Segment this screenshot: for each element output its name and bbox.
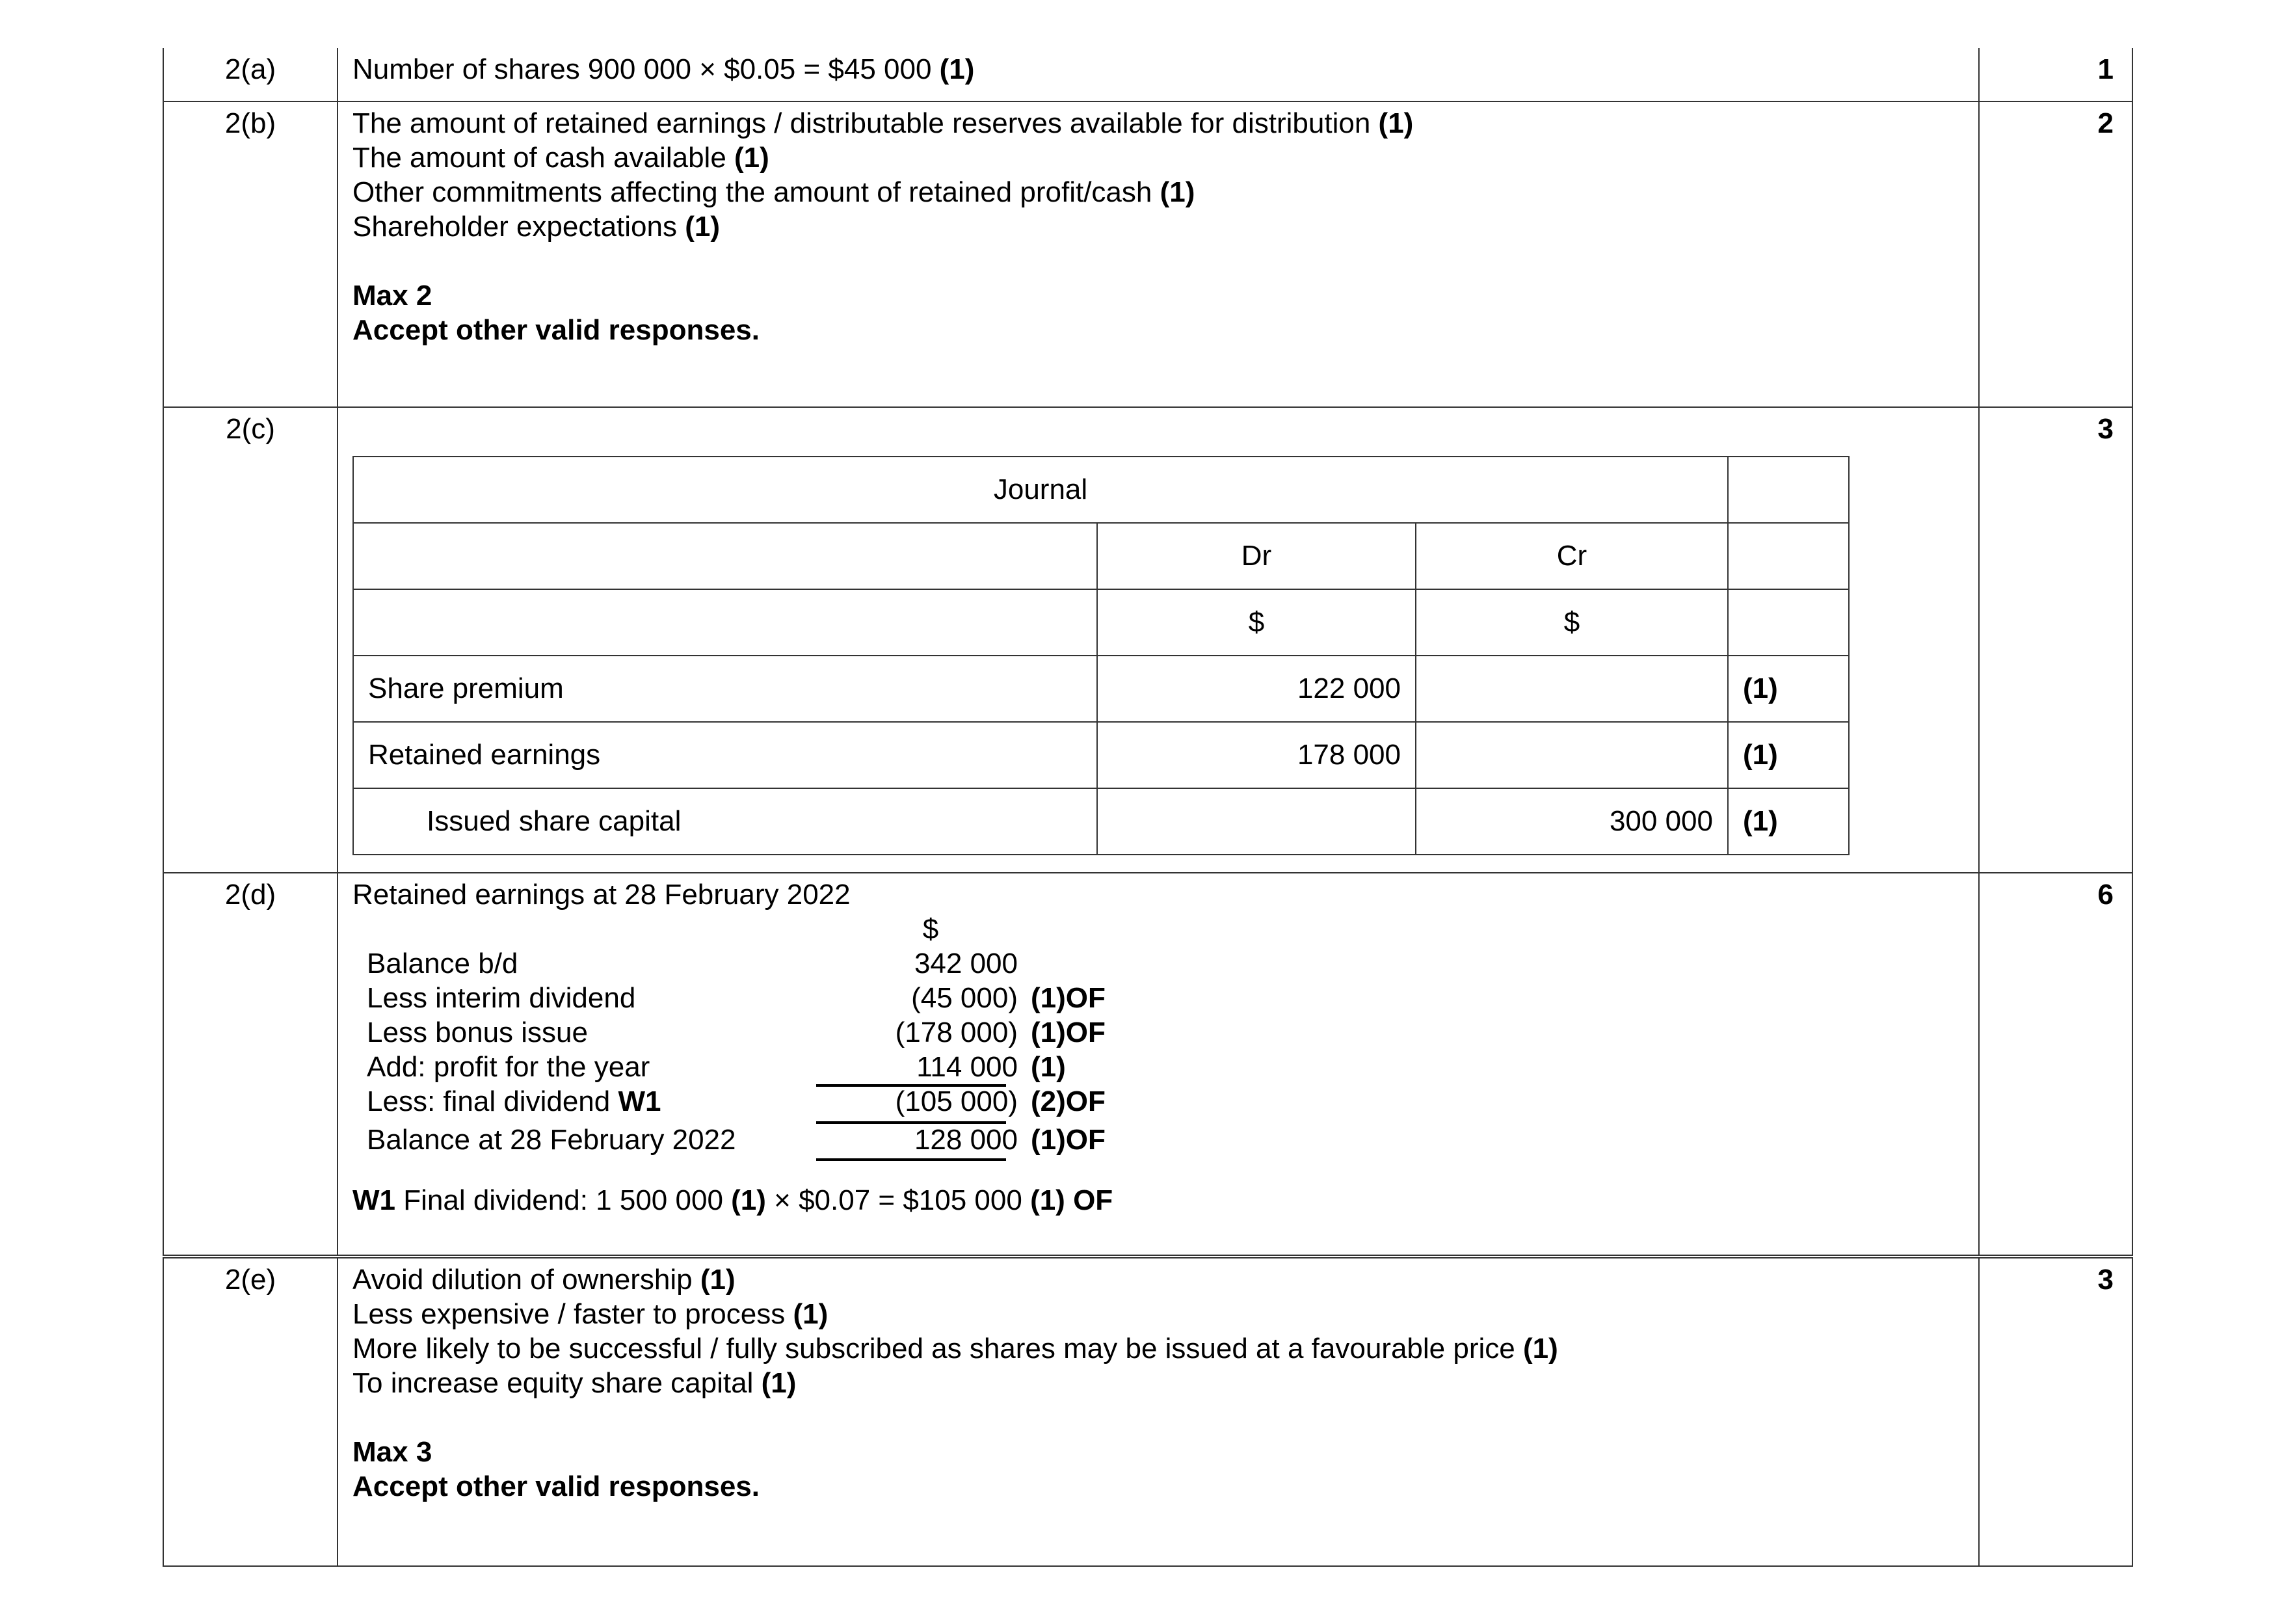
question-row-2a bbox=[163, 48, 2132, 101]
mark-scheme-table bbox=[163, 48, 2133, 1567]
journal-account: Retained earnings bbox=[353, 722, 1097, 788]
answer-cell bbox=[338, 1257, 1979, 1566]
answer-line: More likely to be successful / fully subscribed as shares may be issued at a favourable price (1) bbox=[352, 1333, 1558, 1364]
debit-unit: $ bbox=[1097, 589, 1416, 656]
credit-header: Cr bbox=[1416, 523, 1728, 589]
statement-heading: Retained earnings at 28 February 2022 bbox=[352, 879, 851, 911]
question-number: 2(e) bbox=[163, 1257, 338, 1566]
journal-row bbox=[353, 722, 1849, 788]
unit-label: $ bbox=[922, 913, 939, 945]
journal-credit bbox=[1416, 722, 1728, 788]
journal-credit: 300 000 bbox=[1416, 788, 1728, 855]
journal-account: Share premium bbox=[353, 656, 1097, 722]
mark-scheme bbox=[163, 48, 2133, 1567]
answer-cell bbox=[338, 101, 1979, 407]
credit-unit: $ bbox=[1416, 589, 1728, 656]
journal-title-row bbox=[353, 457, 1849, 523]
journal-account: Issued share capital bbox=[353, 788, 1097, 855]
question-number: 2(c) bbox=[163, 407, 338, 873]
max-marks-note: Max 3 bbox=[352, 1436, 432, 1468]
marks-cell: 3 bbox=[1979, 1257, 2132, 1566]
question-number: 2(a) bbox=[163, 48, 338, 101]
accept-note: Accept other valid responses. bbox=[352, 314, 760, 346]
question-row-2c bbox=[163, 407, 2132, 873]
answer-line: The amount of retained earnings / distributable reserves available for distribution (1) bbox=[352, 107, 1414, 139]
question-number: 2(d) bbox=[163, 873, 338, 1257]
mark-award: (1) bbox=[1728, 788, 1849, 855]
answer-line: Other commitments affecting the amount of retained profit/cash (1) bbox=[352, 176, 1195, 208]
marks-cell: 6 bbox=[1979, 873, 2132, 1257]
answer-line: Less expensive / faster to process (1) bbox=[352, 1298, 829, 1330]
accept-note: Accept other valid responses. bbox=[352, 1471, 760, 1502]
max-marks-note: Max 2 bbox=[352, 280, 432, 312]
retained-earnings-statement: Retained earnings at 28 February 2022 $ Balance b/d 342 000 Less interim dividend (45 000) (1)OF Less bonus issue (178 000) (1)OF Add: profit for the year 114 000 (1) Less: final dividend W1 (105 000) (2)OF Balance at 28 February 2022 128 000 (1)OF bbox=[338, 877, 1978, 1151]
answer-line: Shareholder expectations (1) bbox=[352, 211, 721, 243]
mark-award: (1) bbox=[1728, 722, 1849, 788]
answer-cell bbox=[338, 407, 1979, 873]
question-row-2d bbox=[163, 873, 2132, 1257]
answer-cell bbox=[338, 48, 1979, 101]
mark-award: (1) bbox=[939, 53, 975, 85]
journal-credit bbox=[1416, 656, 1728, 722]
journal-debit: 122 000 bbox=[1097, 656, 1416, 722]
answer-line: Number of shares 900 000 × $0.05 = $45 000 (1) bbox=[352, 53, 975, 85]
marks-cell: 1 bbox=[1979, 48, 2132, 101]
working-note: W1 Final dividend: 1 500 000 (1) × $0.07 = $105 000 (1) OF bbox=[352, 1184, 1113, 1216]
journal-row bbox=[353, 788, 1849, 855]
answer-line: To increase equity share capital (1) bbox=[352, 1367, 797, 1399]
journal-unit-row bbox=[353, 589, 1849, 656]
answer-line: Avoid dilution of ownership (1) bbox=[352, 1264, 736, 1296]
question-number: 2(b) bbox=[163, 101, 338, 407]
journal-row bbox=[353, 656, 1849, 722]
mark-award: (1) bbox=[1728, 656, 1849, 722]
question-row-2e bbox=[163, 1257, 2132, 1566]
journal-debit: 178 000 bbox=[1097, 722, 1416, 788]
journal-title: Journal bbox=[353, 457, 1728, 523]
journal-header-row bbox=[353, 523, 1849, 589]
marks-cell: 2 bbox=[1979, 101, 2132, 407]
question-row-2b bbox=[163, 101, 2132, 407]
marks-cell: 3 bbox=[1979, 407, 2132, 873]
journal-table bbox=[352, 456, 1850, 855]
answer-line: The amount of cash available (1) bbox=[352, 142, 769, 174]
journal-debit bbox=[1097, 788, 1416, 855]
debit-header: Dr bbox=[1097, 523, 1416, 589]
underline bbox=[816, 1158, 1006, 1161]
answer-cell bbox=[338, 873, 1979, 1257]
